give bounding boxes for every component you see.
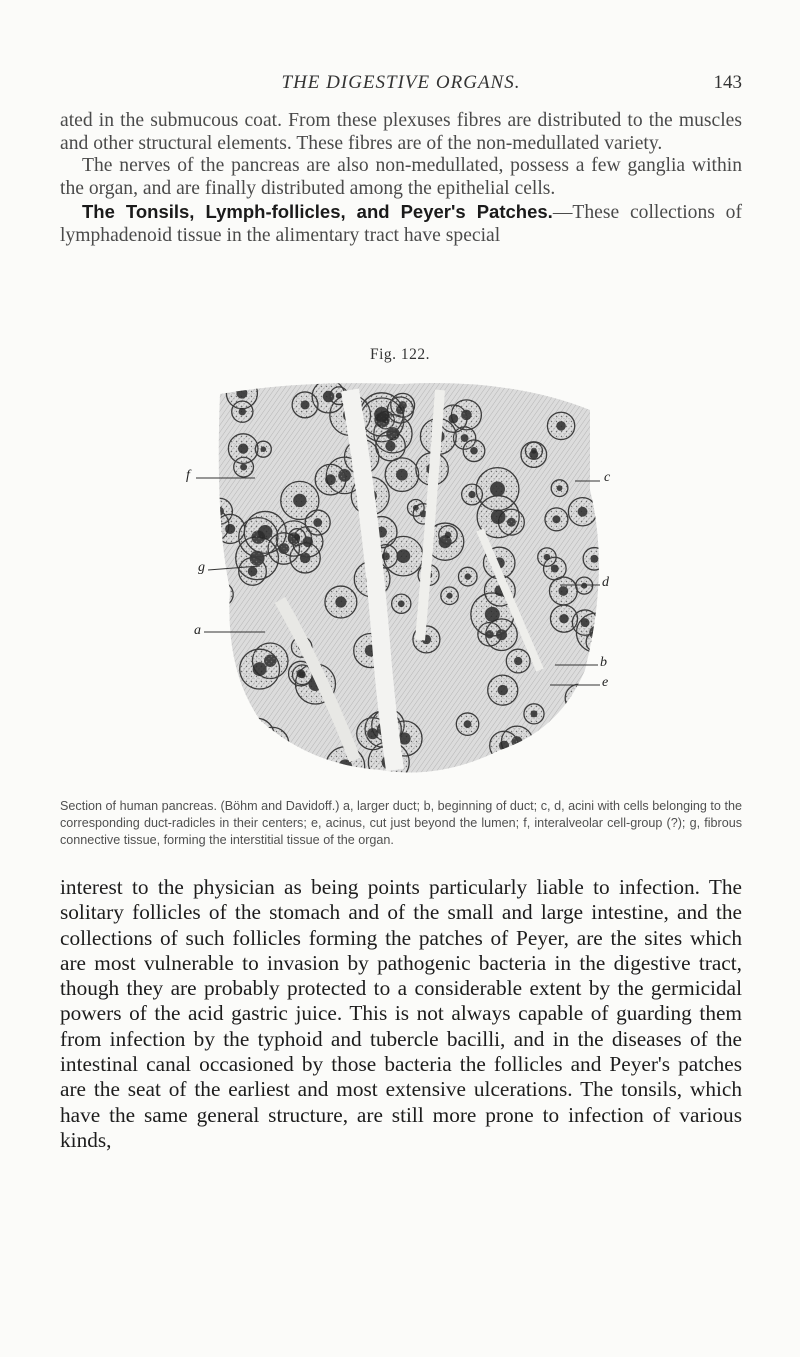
- letter-a: a: [194, 623, 201, 638]
- running-head: [60, 72, 742, 100]
- figure-caption: Section of human pancreas. (Böhm and Davidoff.) a, larger duct; b, beginning of duct; c, d, acini with cells belonging to the corresponding duct-radicles in their centers; e, acinus, cut just beyond the lumen; f, interalveolar cell-group (?); g, fibrous connective tissue, forming the interstitial tissue of the organ.: [60, 799, 742, 847]
- letter-c: c: [604, 470, 611, 485]
- running-title: THE DIGESTIVE ORGANS.: [281, 72, 521, 93]
- section-text: —These collections of lymphadenoid tissue in the alimentary tract have special: [60, 201, 742, 246]
- body-text: [60, 875, 742, 1153]
- page-number: 143: [713, 72, 742, 93]
- letter-d: d: [602, 575, 609, 590]
- letter-e: e: [602, 675, 609, 690]
- paragraph-pancreas-nerves: The nerves of the pancreas are also non-medullated, possess a few ganglia within the organ, and are finally distributed among the epithelial cells.: [60, 155, 742, 200]
- letter-f: f: [186, 468, 190, 483]
- letter-b: b: [600, 655, 607, 670]
- paragraph-tonsils: [60, 201, 742, 247]
- letter-g: g: [198, 560, 205, 575]
- paragraph-interest: interest to the physician as being points particularly liable to infection. The solitary follicles of the stomach and of the small and large intestine, and the collections of such follicles forming the patches of Peyer, are the sites which are most vulnerable to invasion by pathogenic bacteria in the digestive tract, though they are probably protected to a considerable extent by the germicidal powers of the acid gastric juice. This is not always capable of guarding them from infection by the typhoid and tubercle bacilli, and in the diseases of the intestinal canal occasioned by those bacteria the follicles and Peyer's patches are the seat of the earliest and most extensive ulcerations. The tonsils, which have the same general structure, are still more prone to infection of various kinds,: [60, 875, 742, 1152]
- section-heading: The Tonsils, Lymph-follicles, and Peyer's Patches.: [82, 200, 553, 222]
- paragraph-submucous: ated in the submucous coat. From these plexuses fibres are distributed to the muscles and other structural elements. These fibres are of the non-medullated variety.: [60, 110, 742, 154]
- top-text: [60, 110, 742, 247]
- pancreas-section-illustration: [180, 370, 620, 788]
- label-leader-lines: [180, 370, 620, 788]
- figure-label: Fig. 122.: [369, 346, 431, 363]
